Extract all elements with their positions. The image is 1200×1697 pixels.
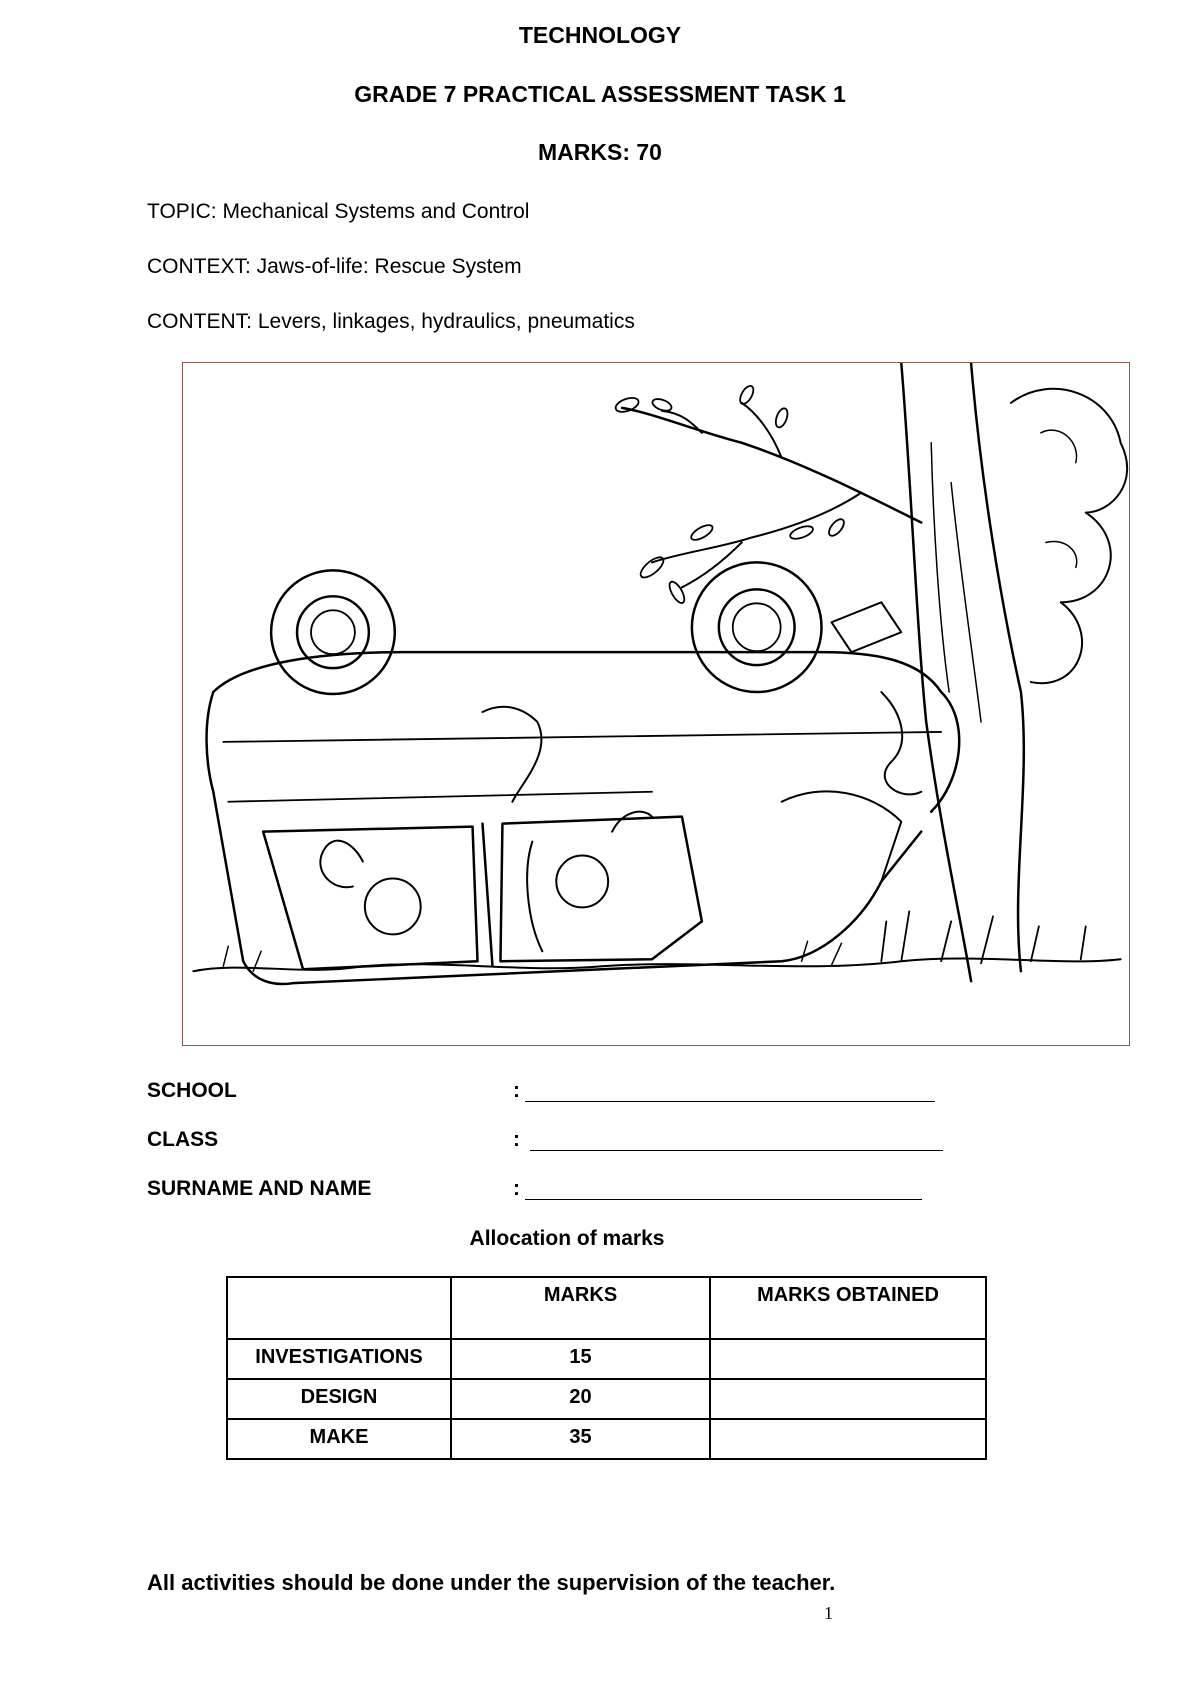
marks-allocation-table — [226, 1276, 987, 1460]
class-colon: : — [513, 1128, 520, 1151]
marks-make: 35 — [451, 1419, 710, 1459]
school-input-line[interactable] — [525, 1101, 935, 1102]
header-cell-marks: MARKS — [451, 1277, 710, 1339]
header-cell-marks-obtained: MARKS OBTAINED — [710, 1277, 986, 1339]
obtained-make[interactable] — [710, 1419, 986, 1459]
table-row — [227, 1419, 986, 1459]
context-line: CONTEXT: Jaws-of-life: Rescue System — [147, 255, 522, 278]
section-investigations: INVESTIGATIONS — [227, 1339, 451, 1379]
marks-design: 20 — [451, 1379, 710, 1419]
surname-name-label: SURNAME AND NAME — [147, 1177, 372, 1200]
total-marks: MARKS: 70 — [538, 139, 662, 165]
table-header-row — [227, 1277, 986, 1339]
header-cell-blank — [227, 1277, 451, 1339]
page-number: 1 — [824, 1603, 833, 1623]
surname-name-input-line[interactable] — [525, 1199, 922, 1200]
overturned-car-icon — [183, 363, 1129, 1045]
content-line: CONTENT: Levers, linkages, hydraulics, pneumatics — [147, 310, 635, 333]
document-subject: TECHNOLOGY — [518, 22, 682, 48]
accident-illustration — [182, 362, 1130, 1046]
section-design: DESIGN — [227, 1379, 451, 1419]
class-label: CLASS — [147, 1128, 219, 1151]
obtained-investigations[interactable] — [710, 1339, 986, 1379]
allocation-title: Allocation of marks — [469, 1227, 665, 1250]
obtained-design[interactable] — [710, 1379, 986, 1419]
surname-name-colon: : — [513, 1177, 520, 1200]
class-input-line[interactable] — [530, 1150, 943, 1151]
section-make: MAKE — [227, 1419, 451, 1459]
marks-investigations: 15 — [451, 1339, 710, 1379]
table-row — [227, 1379, 986, 1419]
supervision-note: All activities should be done under the supervision of the teacher. — [147, 1570, 836, 1595]
school-label: SCHOOL — [147, 1079, 237, 1102]
table-row — [227, 1339, 986, 1379]
task-title: GRADE 7 PRACTICAL ASSESSMENT TASK 1 — [354, 81, 846, 107]
school-colon: : — [513, 1079, 520, 1102]
topic-line: TOPIC: Mechanical Systems and Control — [147, 200, 530, 223]
